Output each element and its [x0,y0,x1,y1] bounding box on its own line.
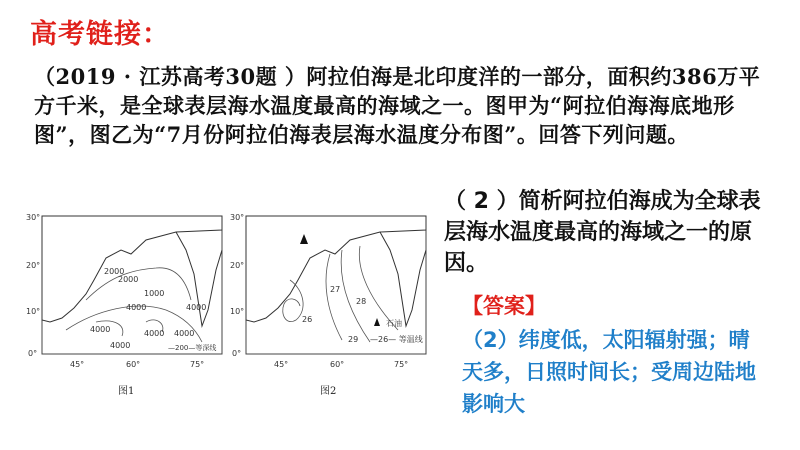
sub-question: （ 2 ）简析阿拉伯海成为全球表层海水温度最高的海域之一的原因。 [444,189,761,276]
lat-tick: 30° [230,213,245,222]
map1-caption: 图1 [118,386,135,397]
lat-tick: 0° [28,349,38,358]
contour-label: 2000 [104,267,125,276]
answer-text: （2）纬度低，太阳辐射强；晴天多，日照时间长；受周边陆地影响大 [462,328,756,416]
sst-map [230,210,430,375]
contour-label: 4000 [90,325,111,334]
lat-tick: 30° [26,213,41,222]
map2-caption: 图2 [320,386,337,397]
contour-label: 4000 [174,329,195,338]
lat-tick: 0° [232,349,242,358]
contour-label: 4000 [144,329,165,338]
isotherm-label: 27 [330,285,341,294]
lon-tick: 75° [190,360,205,369]
lon-tick: 45° [70,360,85,369]
slide-title: 高考链接： [30,19,170,50]
lat-tick: 20° [230,261,245,270]
question-text: （2019 · 江苏高考30题 ）阿拉伯海是北印度洋的一部分，面积约386万平方千米，是全球表层海水温度最高的海域之一。图甲为“阿拉伯海海底地形图”，图乙为“7月份阿拉伯海表层海水温度分布图”。回答下列问题。 [34,64,761,147]
isotherm-label: 26 [302,315,313,324]
contour-label: 4000 [186,303,207,312]
lat-tick: 10° [26,307,41,316]
answer-tag: 【答案】 [462,294,546,318]
lon-tick: 60° [330,360,345,369]
contour-label: 1000 [144,289,165,298]
lat-tick: 10° [230,307,245,316]
seafloor-map [26,210,226,375]
isotherm-label: 29 [348,335,359,344]
legend-oil: 石油 [386,319,402,328]
lat-tick: 20° [26,261,41,270]
contour-label: 2000 [118,275,139,284]
legend-isotherm: —26— 等温线 [370,335,423,344]
contour-label: 4000 [110,341,131,350]
lon-tick: 45° [274,360,289,369]
lon-tick: 75° [394,360,409,369]
contour-label: 4000 [126,303,147,312]
isotherm-label: 28 [356,297,367,306]
lon-tick: 60° [126,360,141,369]
isobath-legend: —200—等深线 [168,344,217,352]
